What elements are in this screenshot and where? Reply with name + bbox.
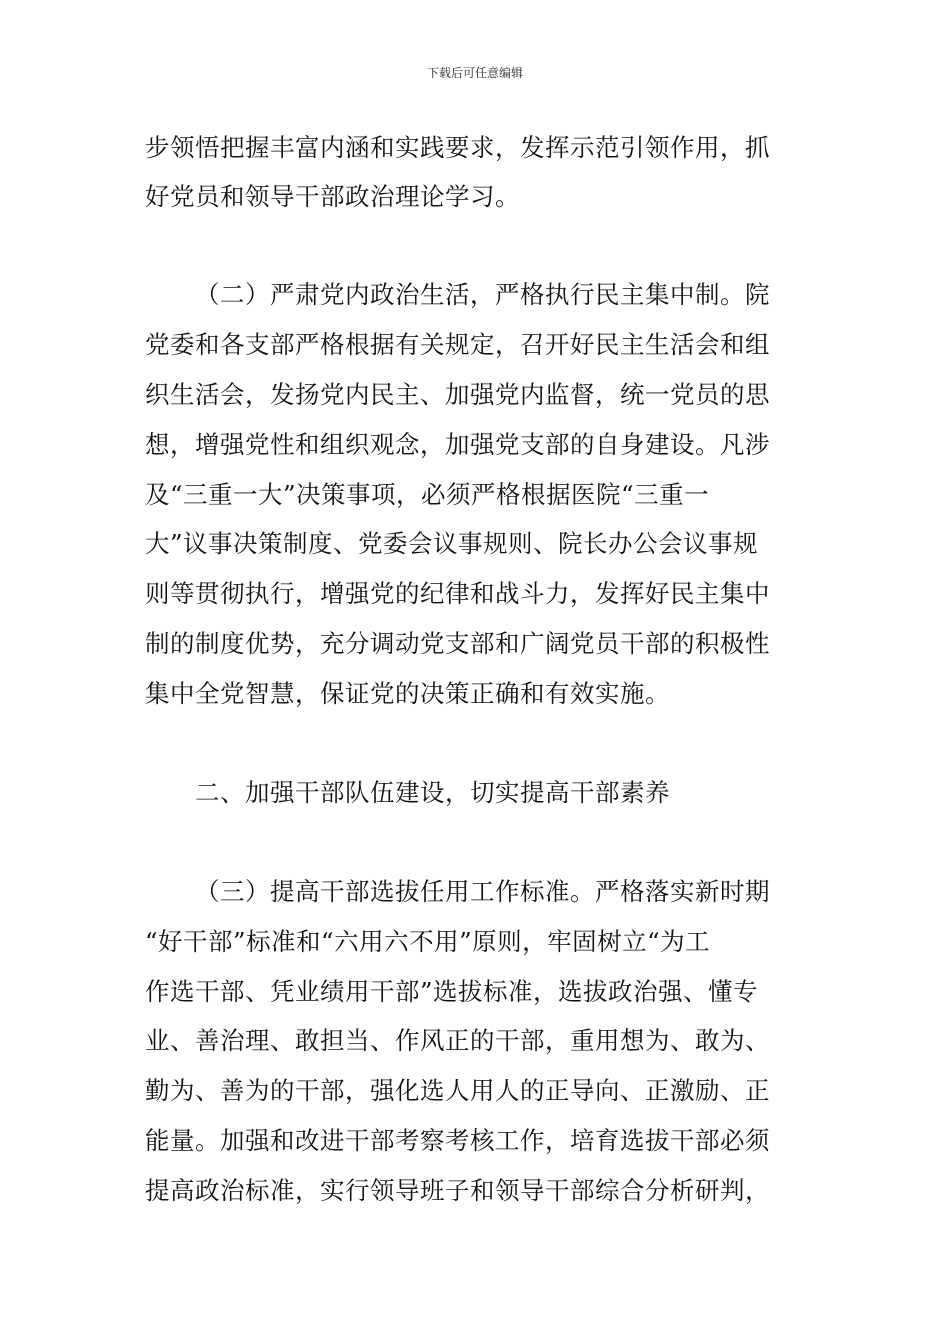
text-line: 业、善治理、敢担当、作风正的干部，重用想为、敢为、: [145, 1026, 770, 1055]
text-line: 想，增强党性和组织观念，加强党支部的自身建设。凡涉: [145, 430, 770, 459]
text-line: 作选干部、凭业绩用干部”选拔标准，选拔政治强、懂专: [145, 977, 759, 1006]
text-line: 勤为、善为的干部，强化选人用人的正导向、正激励、正: [145, 1076, 770, 1105]
text-line: 步领悟把握丰富内涵和实践要求，发挥示范引领作用，抓: [145, 133, 770, 162]
text-line: 能量。加强和改进干部考察考核工作，培育选拔干部必须: [145, 1126, 770, 1155]
text-line: 大”议事决策制度、党委会议事规则、院长办公会议事规: [145, 529, 759, 558]
text-line: “好干部”标准和“六用六不用”原则，牢固树立“为工: [145, 927, 711, 956]
section-heading: 二、加强干部队伍建设，切实提高干部素养: [195, 778, 670, 807]
text-line: 集中全党智慧，保证党的决策正确和有效实施。: [145, 679, 670, 708]
text-line: （三）提高干部选拔任用工作标准。严格落实新时期: [195, 877, 770, 906]
text-line: 则等贯彻执行，增强党的纪律和战斗力，发挥好民主集中: [145, 579, 770, 608]
text-line: 制的制度优势，充分调动党支部和广阔党员干部的积极性: [145, 629, 770, 658]
text-line: 及“三重一大”决策事项，必须严格根据医院“三重一: [145, 480, 710, 509]
text-line: 织生活会，发扬党内民主、加强党内监督，统一党员的思: [145, 380, 770, 409]
text-line: 党委和各支部严格根据有关规定，召开好民主生活会和组: [145, 330, 770, 359]
text-line: 提高政治标准，实行领导班子和领导干部综合分析研判，: [145, 1176, 770, 1205]
text-line: （二）严肃党内政治生活，严格执行民主集中制。院: [195, 280, 770, 309]
text-line: 好党员和领导干部政治理论学习。: [145, 182, 520, 211]
page-header-watermark: 下载后可任意编辑: [426, 66, 523, 80]
